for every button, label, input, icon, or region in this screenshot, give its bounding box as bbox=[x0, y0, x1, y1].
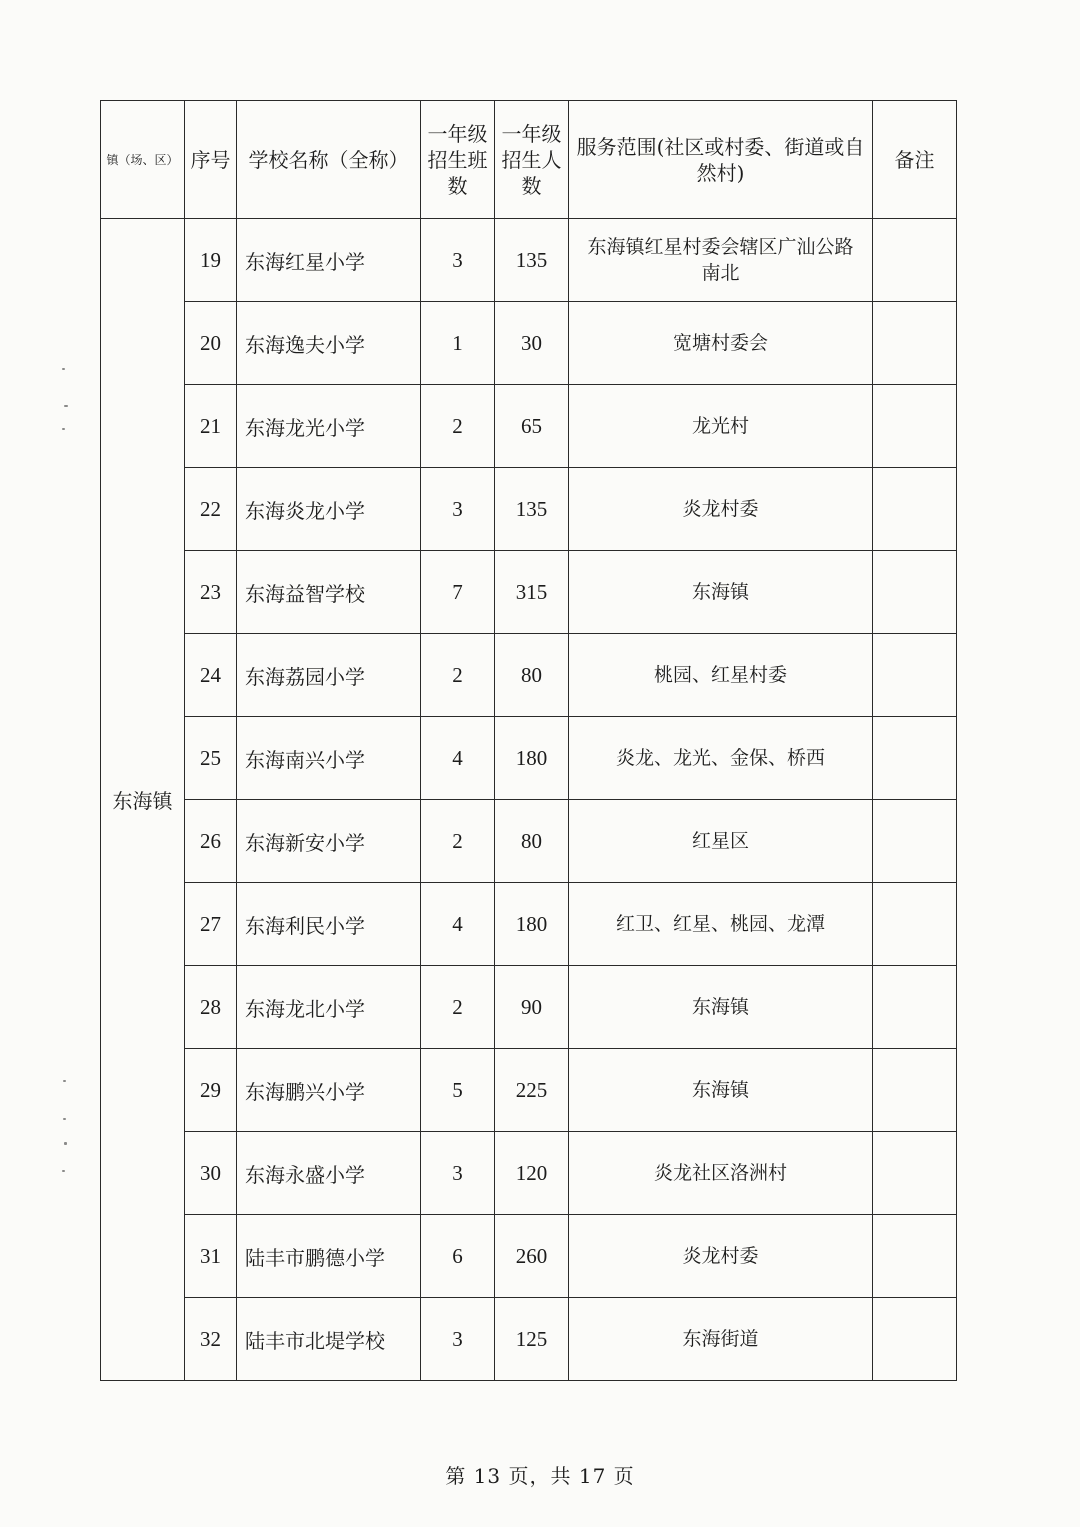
row-service-range-cell: 宽塘村委会 bbox=[569, 302, 873, 385]
table-row bbox=[101, 1049, 957, 1132]
table-row bbox=[101, 468, 957, 551]
row-seq-cell: 27 bbox=[185, 883, 237, 966]
row-seq-cell: 24 bbox=[185, 634, 237, 717]
row-students-cell: 260 bbox=[495, 1215, 569, 1298]
row-school-name-cell: 东海龙光小学 bbox=[237, 385, 421, 468]
row-students-cell: 80 bbox=[495, 634, 569, 717]
table-row bbox=[101, 1215, 957, 1298]
scan-speck bbox=[63, 1118, 66, 1120]
table-row bbox=[101, 966, 957, 1049]
row-service-range-cell: 龙光村 bbox=[569, 385, 873, 468]
row-school-name-cell: 东海永盛小学 bbox=[237, 1132, 421, 1215]
row-seq-cell: 20 bbox=[185, 302, 237, 385]
row-classes-cell: 2 bbox=[421, 966, 495, 1049]
header-seq: 序号 bbox=[185, 101, 237, 219]
row-students-cell: 125 bbox=[495, 1298, 569, 1381]
row-seq-cell: 32 bbox=[185, 1298, 237, 1381]
table-row bbox=[101, 385, 957, 468]
row-remarks-cell bbox=[873, 1132, 957, 1215]
table-row bbox=[101, 1298, 957, 1381]
row-classes-cell: 2 bbox=[421, 634, 495, 717]
row-remarks-cell bbox=[873, 1215, 957, 1298]
table-row bbox=[101, 219, 957, 302]
row-remarks-cell bbox=[873, 551, 957, 634]
row-school-name-cell: 东海利民小学 bbox=[237, 883, 421, 966]
row-remarks-cell bbox=[873, 385, 957, 468]
row-remarks-cell bbox=[873, 883, 957, 966]
header-grade1-students: 一年级招生人数 bbox=[495, 101, 569, 219]
header-remarks: 备注 bbox=[873, 101, 957, 219]
row-service-range-cell: 红卫、红星、桃园、龙潭 bbox=[569, 883, 873, 966]
table-row bbox=[101, 717, 957, 800]
row-service-range-cell: 桃园、红星村委 bbox=[569, 634, 873, 717]
header-school-name: 学校名称（全称） bbox=[237, 101, 421, 219]
table-row bbox=[101, 1132, 957, 1215]
row-classes-cell: 3 bbox=[421, 1298, 495, 1381]
header-row bbox=[101, 101, 957, 219]
row-remarks-cell bbox=[873, 219, 957, 302]
row-school-name-cell: 东海鹏兴小学 bbox=[237, 1049, 421, 1132]
row-service-range-cell: 炎龙村委 bbox=[569, 468, 873, 551]
row-school-name-cell: 东海新安小学 bbox=[237, 800, 421, 883]
row-school-name-cell: 东海炎龙小学 bbox=[237, 468, 421, 551]
row-classes-cell: 3 bbox=[421, 1132, 495, 1215]
table-row bbox=[101, 551, 957, 634]
row-students-cell: 135 bbox=[495, 468, 569, 551]
row-students-cell: 135 bbox=[495, 219, 569, 302]
row-classes-cell: 6 bbox=[421, 1215, 495, 1298]
table-body bbox=[101, 219, 957, 1381]
row-remarks-cell bbox=[873, 468, 957, 551]
row-service-range-cell: 东海镇 bbox=[569, 551, 873, 634]
table-row bbox=[101, 634, 957, 717]
row-school-name-cell: 东海龙北小学 bbox=[237, 966, 421, 1049]
row-classes-cell: 3 bbox=[421, 468, 495, 551]
row-school-name-cell: 东海红星小学 bbox=[237, 219, 421, 302]
row-seq-cell: 26 bbox=[185, 800, 237, 883]
row-classes-cell: 5 bbox=[421, 1049, 495, 1132]
row-classes-cell: 4 bbox=[421, 717, 495, 800]
scan-speck bbox=[64, 405, 68, 407]
row-classes-cell: 2 bbox=[421, 385, 495, 468]
row-students-cell: 80 bbox=[495, 800, 569, 883]
row-classes-cell: 3 bbox=[421, 219, 495, 302]
town-cell: 东海镇 bbox=[101, 219, 185, 1381]
row-remarks-cell bbox=[873, 1049, 957, 1132]
row-service-range-cell: 东海镇 bbox=[569, 1049, 873, 1132]
row-remarks-cell bbox=[873, 1298, 957, 1381]
row-students-cell: 90 bbox=[495, 966, 569, 1049]
scan-speck bbox=[62, 1170, 65, 1172]
row-classes-cell: 7 bbox=[421, 551, 495, 634]
page-number: 第 13 页，共 17 页 bbox=[445, 1464, 635, 1488]
header-service-range: 服务范围(社区或村委、街道或自然村) bbox=[569, 101, 873, 219]
row-remarks-cell bbox=[873, 302, 957, 385]
scan-speck bbox=[62, 368, 65, 370]
row-remarks-cell bbox=[873, 634, 957, 717]
row-service-range-cell: 东海街道 bbox=[569, 1298, 873, 1381]
row-seq-cell: 21 bbox=[185, 385, 237, 468]
scan-speck bbox=[64, 1142, 67, 1145]
row-students-cell: 65 bbox=[495, 385, 569, 468]
row-service-range-cell: 炎龙村委 bbox=[569, 1215, 873, 1298]
scan-speck bbox=[63, 1080, 66, 1082]
table-header bbox=[101, 101, 957, 219]
row-seq-cell: 22 bbox=[185, 468, 237, 551]
row-service-range-cell: 红星区 bbox=[569, 800, 873, 883]
row-service-range-cell: 炎龙社区洛洲村 bbox=[569, 1132, 873, 1215]
row-remarks-cell bbox=[873, 717, 957, 800]
header-grade1-classes: 一年级招生班数 bbox=[421, 101, 495, 219]
row-school-name-cell: 东海南兴小学 bbox=[237, 717, 421, 800]
row-classes-cell: 2 bbox=[421, 800, 495, 883]
row-school-name-cell: 东海逸夫小学 bbox=[237, 302, 421, 385]
row-remarks-cell bbox=[873, 966, 957, 1049]
row-students-cell: 180 bbox=[495, 717, 569, 800]
enrollment-table bbox=[100, 100, 957, 1381]
table-row bbox=[101, 800, 957, 883]
row-classes-cell: 4 bbox=[421, 883, 495, 966]
header-town: 镇（场、区） bbox=[101, 101, 185, 219]
row-seq-cell: 19 bbox=[185, 219, 237, 302]
row-school-name-cell: 东海荔园小学 bbox=[237, 634, 421, 717]
row-students-cell: 120 bbox=[495, 1132, 569, 1215]
table-row bbox=[101, 302, 957, 385]
row-students-cell: 225 bbox=[495, 1049, 569, 1132]
row-service-range-cell: 东海镇 bbox=[569, 966, 873, 1049]
row-seq-cell: 30 bbox=[185, 1132, 237, 1215]
table-row bbox=[101, 883, 957, 966]
scan-speck bbox=[62, 428, 65, 430]
row-remarks-cell bbox=[873, 800, 957, 883]
row-seq-cell: 28 bbox=[185, 966, 237, 1049]
row-school-name-cell: 陆丰市北堤学校 bbox=[237, 1298, 421, 1381]
row-service-range-cell: 炎龙、龙光、金保、桥西 bbox=[569, 717, 873, 800]
row-students-cell: 315 bbox=[495, 551, 569, 634]
row-seq-cell: 29 bbox=[185, 1049, 237, 1132]
row-seq-cell: 23 bbox=[185, 551, 237, 634]
row-service-range-cell: 东海镇红星村委会辖区广汕公路南北 bbox=[569, 219, 873, 302]
row-students-cell: 180 bbox=[495, 883, 569, 966]
row-students-cell: 30 bbox=[495, 302, 569, 385]
row-school-name-cell: 陆丰市鹏德小学 bbox=[237, 1215, 421, 1298]
row-classes-cell: 1 bbox=[421, 302, 495, 385]
row-school-name-cell: 东海益智学校 bbox=[237, 551, 421, 634]
row-seq-cell: 25 bbox=[185, 717, 237, 800]
row-seq-cell: 31 bbox=[185, 1215, 237, 1298]
